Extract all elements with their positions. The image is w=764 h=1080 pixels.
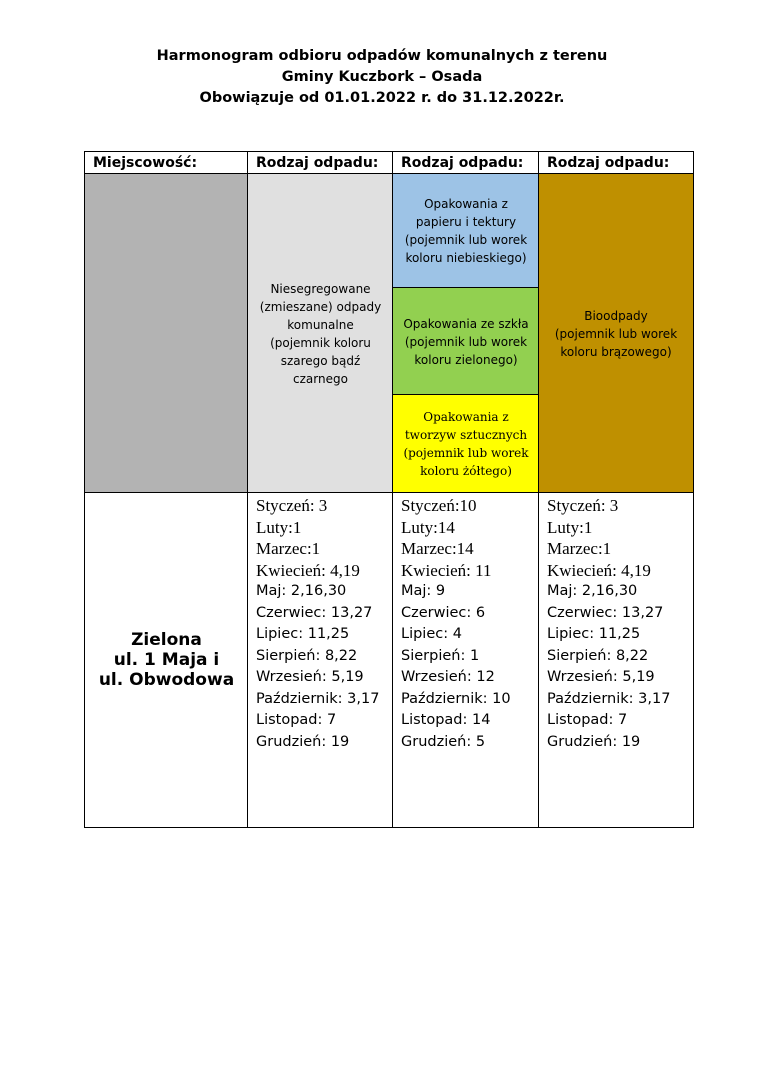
category-line: Opakowania z [424,197,508,211]
category-line: (pojemnik koloru [270,335,371,350]
schedule-mixed [248,493,393,827]
schedule-entry: Grudzień: 19 [256,733,350,750]
schedule-entry: Marzec:1 [256,539,321,558]
category-line: Opakowania ze szkła [403,316,529,331]
category-line: koloru niebieskiego) [405,251,527,265]
schedule-entry: Grudzień: 19 [547,733,641,750]
schedule-entry: Maj: 2,16,30 [256,583,347,599]
schedule-bio [539,493,693,827]
header-waste-mixed: Rodzaj odpadu: [256,155,379,171]
title-line-3: Obowiązuje od 01.01.2022 r. do 31.12.2022r. [199,90,565,106]
category-line: szarego bądź [280,353,361,368]
divider [85,492,693,493]
schedule-entry: Sierpień: 1 [401,647,480,664]
schedule-entry: Sierpień: 8,22 [256,647,358,664]
schedule-entry: Czerwiec: 13,27 [256,604,373,621]
schedule-table [84,151,694,828]
schedule-entry: Kwiecień: 4,19 [256,560,360,580]
category-line: czarnego [293,371,348,386]
schedule-entry: Luty:1 [547,517,593,537]
schedule-entry: Czerwiec: 6 [401,604,486,621]
category-text [403,408,528,480]
schedule-entry: Grudzień: 5 [401,733,486,750]
schedule-segregated [393,493,539,827]
schedule-entry: Lipiec: 11,25 [547,626,641,642]
schedule-entry: Listopad: 7 [547,712,628,728]
category-line: koloru zielonego) [414,352,518,367]
location-name [85,493,248,827]
category-text [555,307,677,361]
divider [392,287,539,288]
category-line: tworzyw sztucznych [404,428,528,442]
schedule-entry: Styczeń:10 [401,496,477,515]
location-text [99,630,234,690]
category-line: Niesegregowane [270,281,371,296]
schedule-entry: Wrzesień: 5,19 [547,669,655,685]
category-line: Opakowania z [423,410,509,424]
schedule-entry: Marzec:1 [547,539,612,558]
category-line: koloru żółtego) [420,464,512,478]
schedule-entry: Listopad: 7 [256,712,337,728]
schedule-entry: Kwiecień: 4,19 [547,560,651,580]
category-text [403,315,528,369]
schedule-entry: Styczeń: 3 [547,496,619,515]
category-line: (zmieszane) odpady [259,299,382,314]
category-plastic [393,395,539,493]
header-waste-segregated: Rodzaj odpadu: [401,155,524,171]
schedule-entry: Czerwiec: 13,27 [547,604,664,621]
schedule-entry: Luty:1 [256,517,302,537]
schedule-entry: Październik: 3,17 [256,690,380,707]
location-line: Zielona [131,630,202,650]
schedule-entry: Październik: 10 [401,690,511,707]
schedule-entry: Wrzesień: 12 [401,669,495,685]
category-line: (pojemnik lub worek [554,326,678,341]
header-waste-bio: Rodzaj odpadu: [547,155,670,171]
schedule-entry: Styczeń: 3 [256,496,328,515]
category-glass [393,288,539,395]
schedule-entry: Lipiec: 11,25 [256,626,350,642]
category-line: papieru i tektury [415,215,517,229]
category-line: (pojemnik lub worek [404,334,528,349]
schedule-entry: Wrzesień: 5,19 [256,669,364,685]
category-line: Bioodpady [584,308,648,323]
schedule-entry: Luty:14 [401,517,455,537]
category-text [260,280,381,388]
category-text [405,195,527,267]
location-gray-cell [85,174,248,493]
divider [538,152,539,827]
schedule-entry: Październik: 3,17 [547,690,671,707]
schedule-entry: Maj: 2,16,30 [547,583,638,599]
category-line: komunalne [287,317,354,332]
category-paper [393,174,539,288]
category-line: koloru brązowego) [560,344,672,359]
document-title [0,46,764,109]
category-line: (pojemnik lub worek [404,233,528,247]
category-bio [539,174,693,493]
schedule-entry: Sierpień: 8,22 [547,647,649,664]
schedule-entry: Maj: 9 [401,583,446,599]
location-line: ul. Obwodowa [98,670,235,690]
title-line-1: Harmonogram odbioru odpadów komunalnych z terenu [156,48,608,64]
schedule-entry: Listopad: 14 [401,712,491,728]
title-line-2: Gminy Kuczbork – Osada [281,69,483,85]
location-line: ul. 1 Maja i [113,650,220,670]
schedule-entry: Kwiecień: 11 [401,560,492,580]
schedule-entry: Marzec:14 [401,539,474,558]
divider [392,152,393,827]
category-mixed [248,174,393,493]
divider [85,173,693,174]
category-line: (pojemnik lub worek [403,446,529,460]
divider [392,394,539,395]
header-location: Miejscowość: [93,155,198,171]
divider [247,152,248,827]
schedule-entry: Lipiec: 4 [401,626,462,642]
